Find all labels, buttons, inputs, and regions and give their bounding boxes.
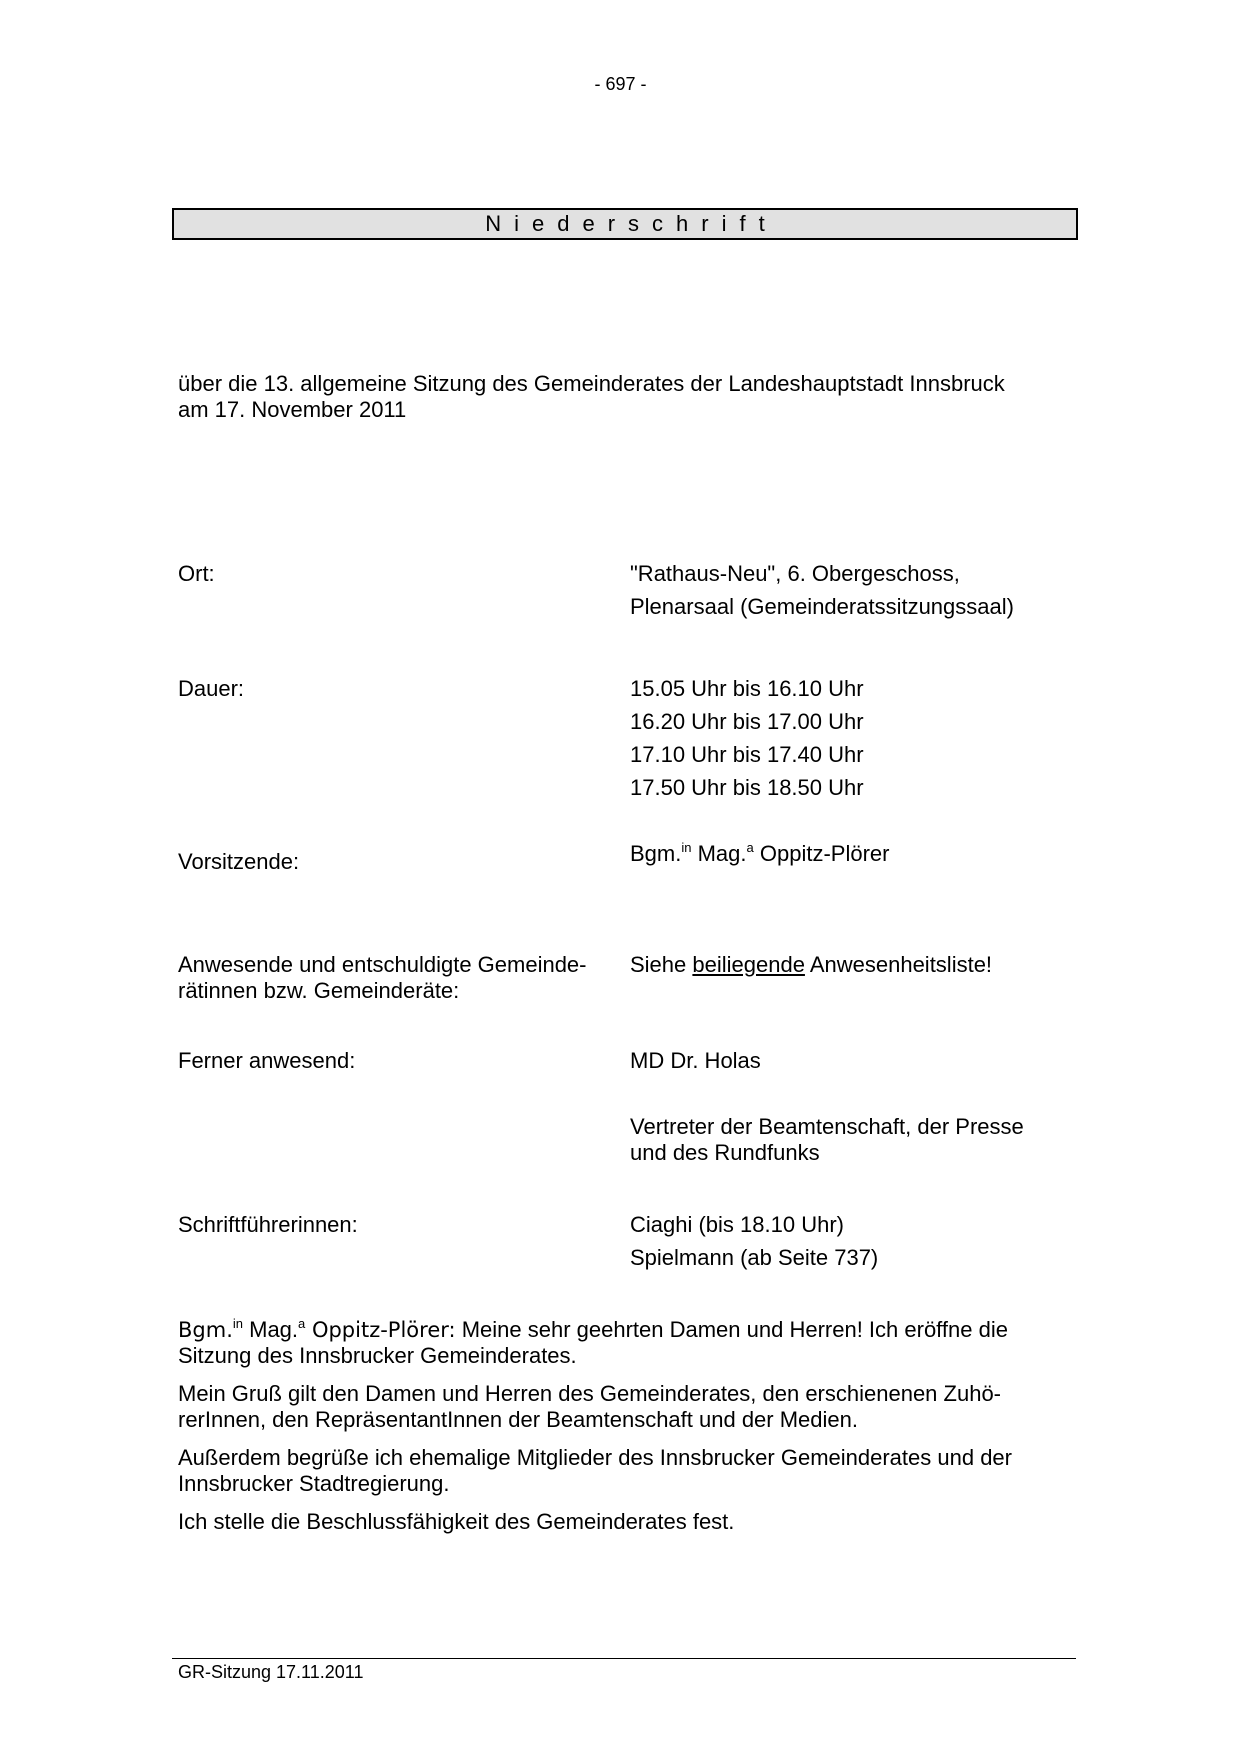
footer-text: GR-Sitzung 17.11.2011 <box>178 1662 364 1682</box>
ferner-line-3: und des Rundfunks <box>630 1140 820 1165</box>
ferner-line-2: Vertreter der Beamtenschaft, der Presse <box>630 1114 1024 1139</box>
speaker-mag: Mag. <box>243 1317 299 1342</box>
footer-divider <box>172 1658 1076 1659</box>
anwesende-label-line-2: rätinnen bzw. Gemeinderäte: <box>178 978 460 1003</box>
anwesende-value-pre: Siehe <box>630 952 693 977</box>
vorsitzende-mag-sup: a <box>746 840 754 855</box>
dauer-line-1: 15.05 Uhr bis 16.10 Uhr <box>630 676 864 701</box>
document-title: Niederschrift <box>485 211 778 236</box>
ort-line-2: Plenarsaal (Gemeinderatssitzungssaal) <box>630 594 1014 619</box>
anwesende-value-post: Anwesenheitsliste! <box>804 952 993 977</box>
anwesende-value <box>630 951 992 979</box>
ort-label: Ort: <box>178 561 215 586</box>
speech-paragraph-2-line-2: rerInnen, den RepräsentantInnen der Beamtenschaft und der Medien. <box>178 1407 859 1432</box>
speech-paragraph-3-line-1: Außerdem begrüße ich ehemalige Mitglieder des Innsbrucker Gemeinderates und der <box>178 1445 1012 1470</box>
speech-paragraph-2-line-1: Mein Gruß gilt den Damen und Herren des Gemeinderates, den erschienenen Zuhö- <box>178 1381 1002 1406</box>
vorsitzende-mag: Mag. <box>691 841 747 866</box>
speaker-mag-sup: a <box>298 1316 306 1331</box>
intro-line-1: über die 13. allgemeine Sitzung des Gemeinderates der Landeshauptstadt Innsbruck <box>178 371 1005 396</box>
vorsitzende-name: Oppitz-Plörer <box>753 841 890 866</box>
intro-line-2: am 17. November 2011 <box>178 397 407 422</box>
ort-line-1: "Rathaus-Neu", 6. Obergeschoss, <box>630 561 960 586</box>
vorsitzende-value <box>630 840 889 868</box>
vorsitzende-bgm-sup: in <box>681 840 692 855</box>
speech-p1-rest: Meine sehr geehrten Damen und Herren! Ich eröffne die <box>455 1317 1008 1342</box>
speech-paragraph-1-line-2: Sitzung des Innsbrucker Gemeinderates. <box>178 1343 577 1368</box>
speaker-bgm-sup: in <box>232 1316 243 1331</box>
dauer-line-3: 17.10 Uhr bis 17.40 Uhr <box>630 742 864 767</box>
anwesende-label-line-1: Anwesende und entschuldigte Gemeinde- <box>178 952 587 977</box>
ferner-label: Ferner anwesend: <box>178 1048 356 1073</box>
ferner-line-1: MD Dr. Holas <box>630 1048 761 1073</box>
page-number: - 697 - <box>594 74 647 94</box>
dauer-line-2: 16.20 Uhr bis 17.00 Uhr <box>630 709 864 734</box>
vorsitzende-bgm: Bgm. <box>630 841 682 866</box>
speech-paragraph-3-line-2: Innsbrucker Stadtregierung. <box>178 1471 450 1496</box>
speech-paragraph-1-line-1 <box>178 1316 1008 1344</box>
dauer-line-4: 17.50 Uhr bis 18.50 Uhr <box>630 775 864 800</box>
schrift-line-2: Spielmann (ab Seite 737) <box>630 1245 879 1270</box>
speech-paragraph-4-line-1: Ich stelle die Beschlussfähigkeit des Gemeinderates fest. <box>178 1509 735 1534</box>
dauer-label: Dauer: <box>178 676 245 701</box>
vorsitzende-label: Vorsitzende: <box>178 849 300 874</box>
speaker-name: Oppitz-Plörer: <box>305 1318 456 1342</box>
document-title-box <box>172 208 1078 240</box>
speaker-bgm: Bgm. <box>178 1318 233 1342</box>
schrift-label: Schriftführerinnen: <box>178 1212 358 1237</box>
anwesende-value-underlined: beiliegende <box>692 952 805 977</box>
schrift-line-1: Ciaghi (bis 18.10 Uhr) <box>630 1212 844 1237</box>
